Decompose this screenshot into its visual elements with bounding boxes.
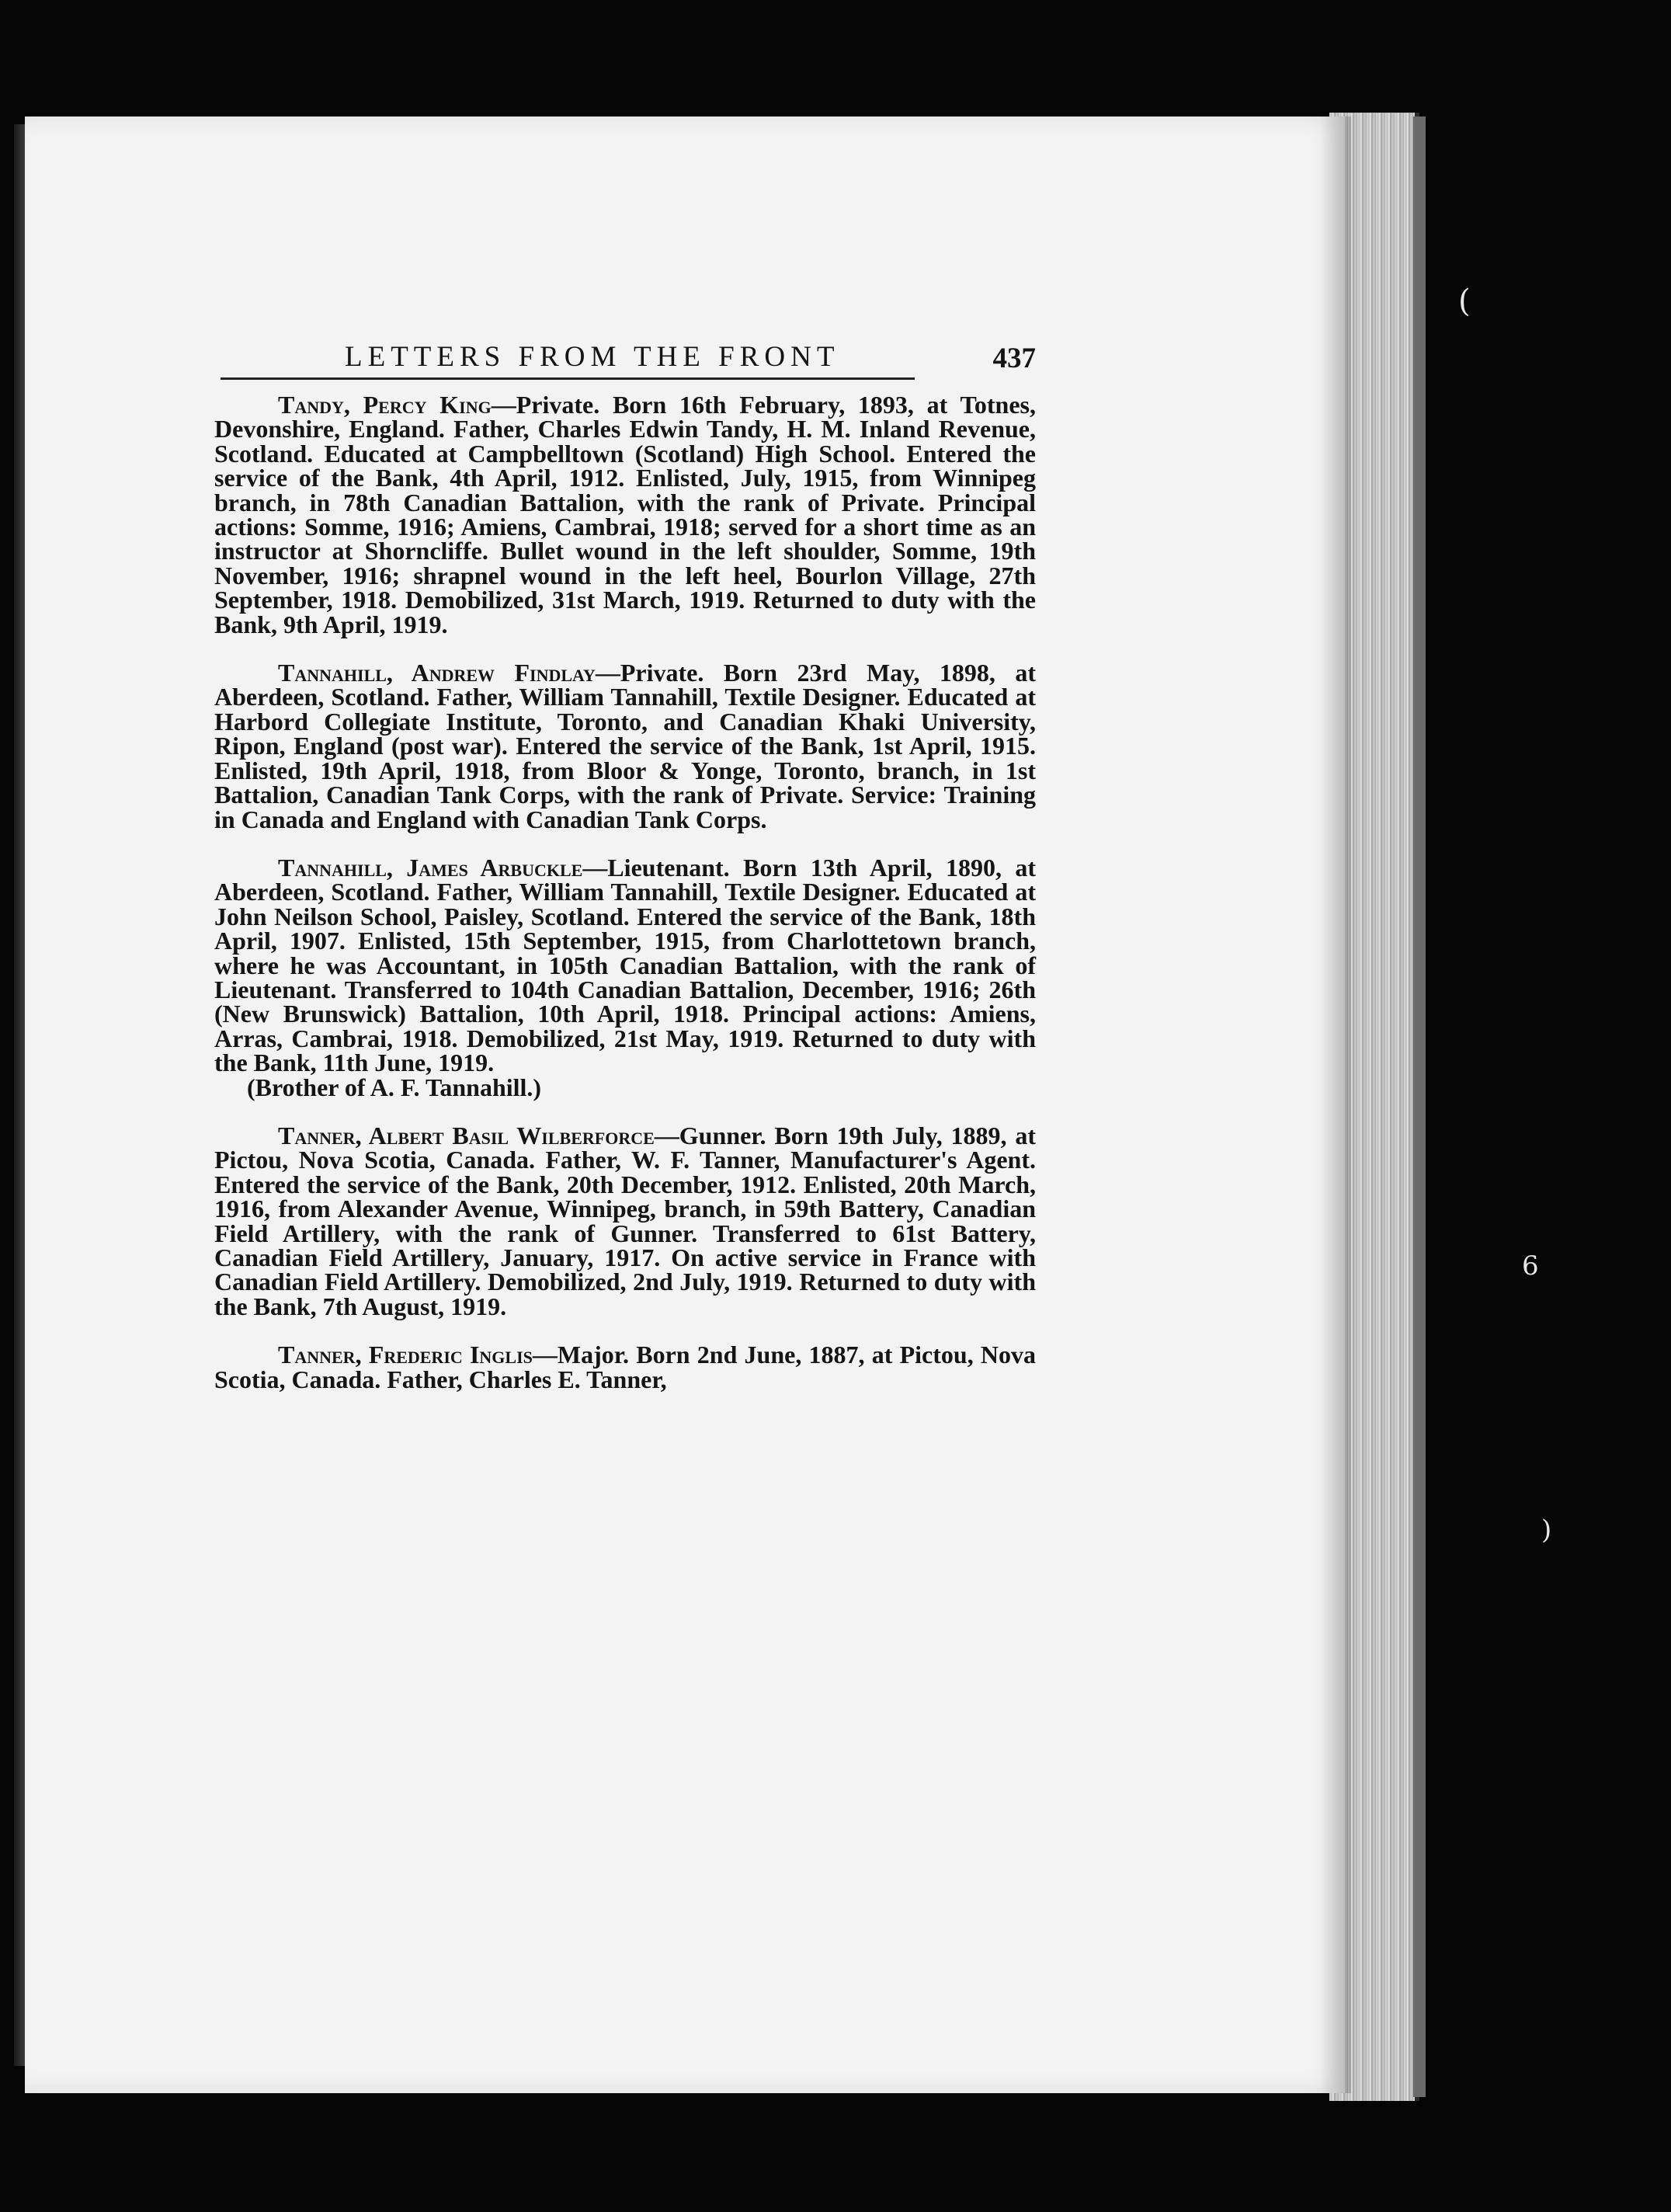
page-number: 437: [992, 343, 1036, 374]
entry-note: (Brother of A. F. Tannahill.): [247, 1073, 542, 1101]
entry-text: —Lieutenant. Born 13th April, 1890, at Aberdeen, Scotland. Father, William Tannahill, Textile Designer. Educated at John Neilson School, Paisley, Scotland. Entered the service of the Bank, 18th April, 1907. Enlisted, 15th September, 1915, from Charlottetown branch, where he was Accountant, in 105th Canadian Battalion, with the rank of Lieutenant. Transferred to 104th Canadian Battalion, December, 1916; 26th (New Brunswick) Battalion, 10th April, 1918. Principal actions: Amiens, Arras, Cambrai, 1918. Demobilized, 21st May, 1919. Returned to duty with the Bank, 11th June, 1919.: [214, 853, 1037, 1077]
header-rule: [221, 377, 915, 380]
entry-name: Tanner, Frederic Inglis: [278, 1341, 533, 1369]
stray-mark: 6: [1522, 1250, 1539, 1282]
stray-mark: (: [1458, 283, 1471, 319]
page-body: [214, 393, 1036, 1416]
cover-edge: [1413, 117, 1426, 2097]
entry-tannahill-andrew-findlay: [214, 661, 1036, 832]
entry-name: Tannahill, James Arbuckle: [278, 853, 583, 882]
entry-name: Tanner, Albert Basil Wilberforce: [278, 1121, 655, 1149]
running-head: [221, 340, 1036, 387]
entry-tannahill-james-arbuckle: [214, 853, 1037, 1077]
entry-tandy-percy-king: [214, 393, 1036, 637]
entry-tanner-frederic-inglis: [214, 1343, 1036, 1392]
entry-name: Tandy, Percy King: [278, 391, 492, 419]
stray-mark: ): [1541, 1515, 1552, 1546]
entry-text: —Private. Born 16th February, 1893, at Totnes, Devonshire, England. Father, Charles Edwin Tandy, H. M. Inland Revenue, Scotland. Educated at Campbelltown (Scotland) High School. Entered the service of the Bank, 4th April, 1912. Enlisted, July, 1915, from Winnipeg branch, in 78th Canadian Battalion, with the rank of Private. Principal actions: Somme, 1916; Amiens, Cambrai, 1918; served for a short time as an instructor at Shorncliffe. Bullet wound in the left shoulder, Somme, 19th November, 1916; shrapnel wound in the left heel, Bourlon Village, 27th September, 1918. Demobilized, 31st March, 1919. Returned to duty with the Bank, 9th April, 1919.: [214, 391, 1036, 638]
entry-name: Tannahill, Andrew Findlay: [278, 659, 596, 687]
book-left-edge: [14, 124, 25, 2066]
page-gutter-shadow: [1320, 117, 1351, 2093]
running-title: LETTERS FROM THE FRONT: [345, 341, 840, 373]
entry-text: —Gunner. Born 19th July, 1889, at Pictou, Nova Scotia, Canada. Father, W. F. Tanner, Manufacturer's Agent. Entered the service of the Bank, 20th December, 1912. Enlisted, 20th March, 1916, from Alexander Avenue, Winnipeg, branch, in 59th Battery, Canadian Field Artillery, with the rank of Gunner. Transferred to 61st Battery, Canadian Field Artillery, January, 1917. On active service in France with Canadian Field Artillery. Demobilized, 2nd July, 1919. Returned to duty with the Bank, 7th August, 1919.: [214, 1121, 1036, 1320]
entry-text: —Private. Born 23rd May, 1898, at Aberdeen, Scotland. Father, William Tannahill, Textile Designer. Educated at Harbord Collegiate Institute, Toronto, and Canadian Khaki University, Ripon, England (post war). Entered the service of the Bank, 1st April, 1915. Enlisted, 19th April, 1918, from Bloor & Yonge, Toronto, branch, in 1st Battalion, Canadian Tank Corps, with the rank of Private. Service: Training in Canada and England with Canadian Tank Corps.: [214, 659, 1036, 833]
entry-tanner-albert-basil-wilberforce: [214, 1121, 1036, 1320]
entry-text: —Major. Born 2nd June, 1887, at Pictou, Nova Scotia, Canada. Father, Charles E. Tanner,: [214, 1341, 1037, 1393]
